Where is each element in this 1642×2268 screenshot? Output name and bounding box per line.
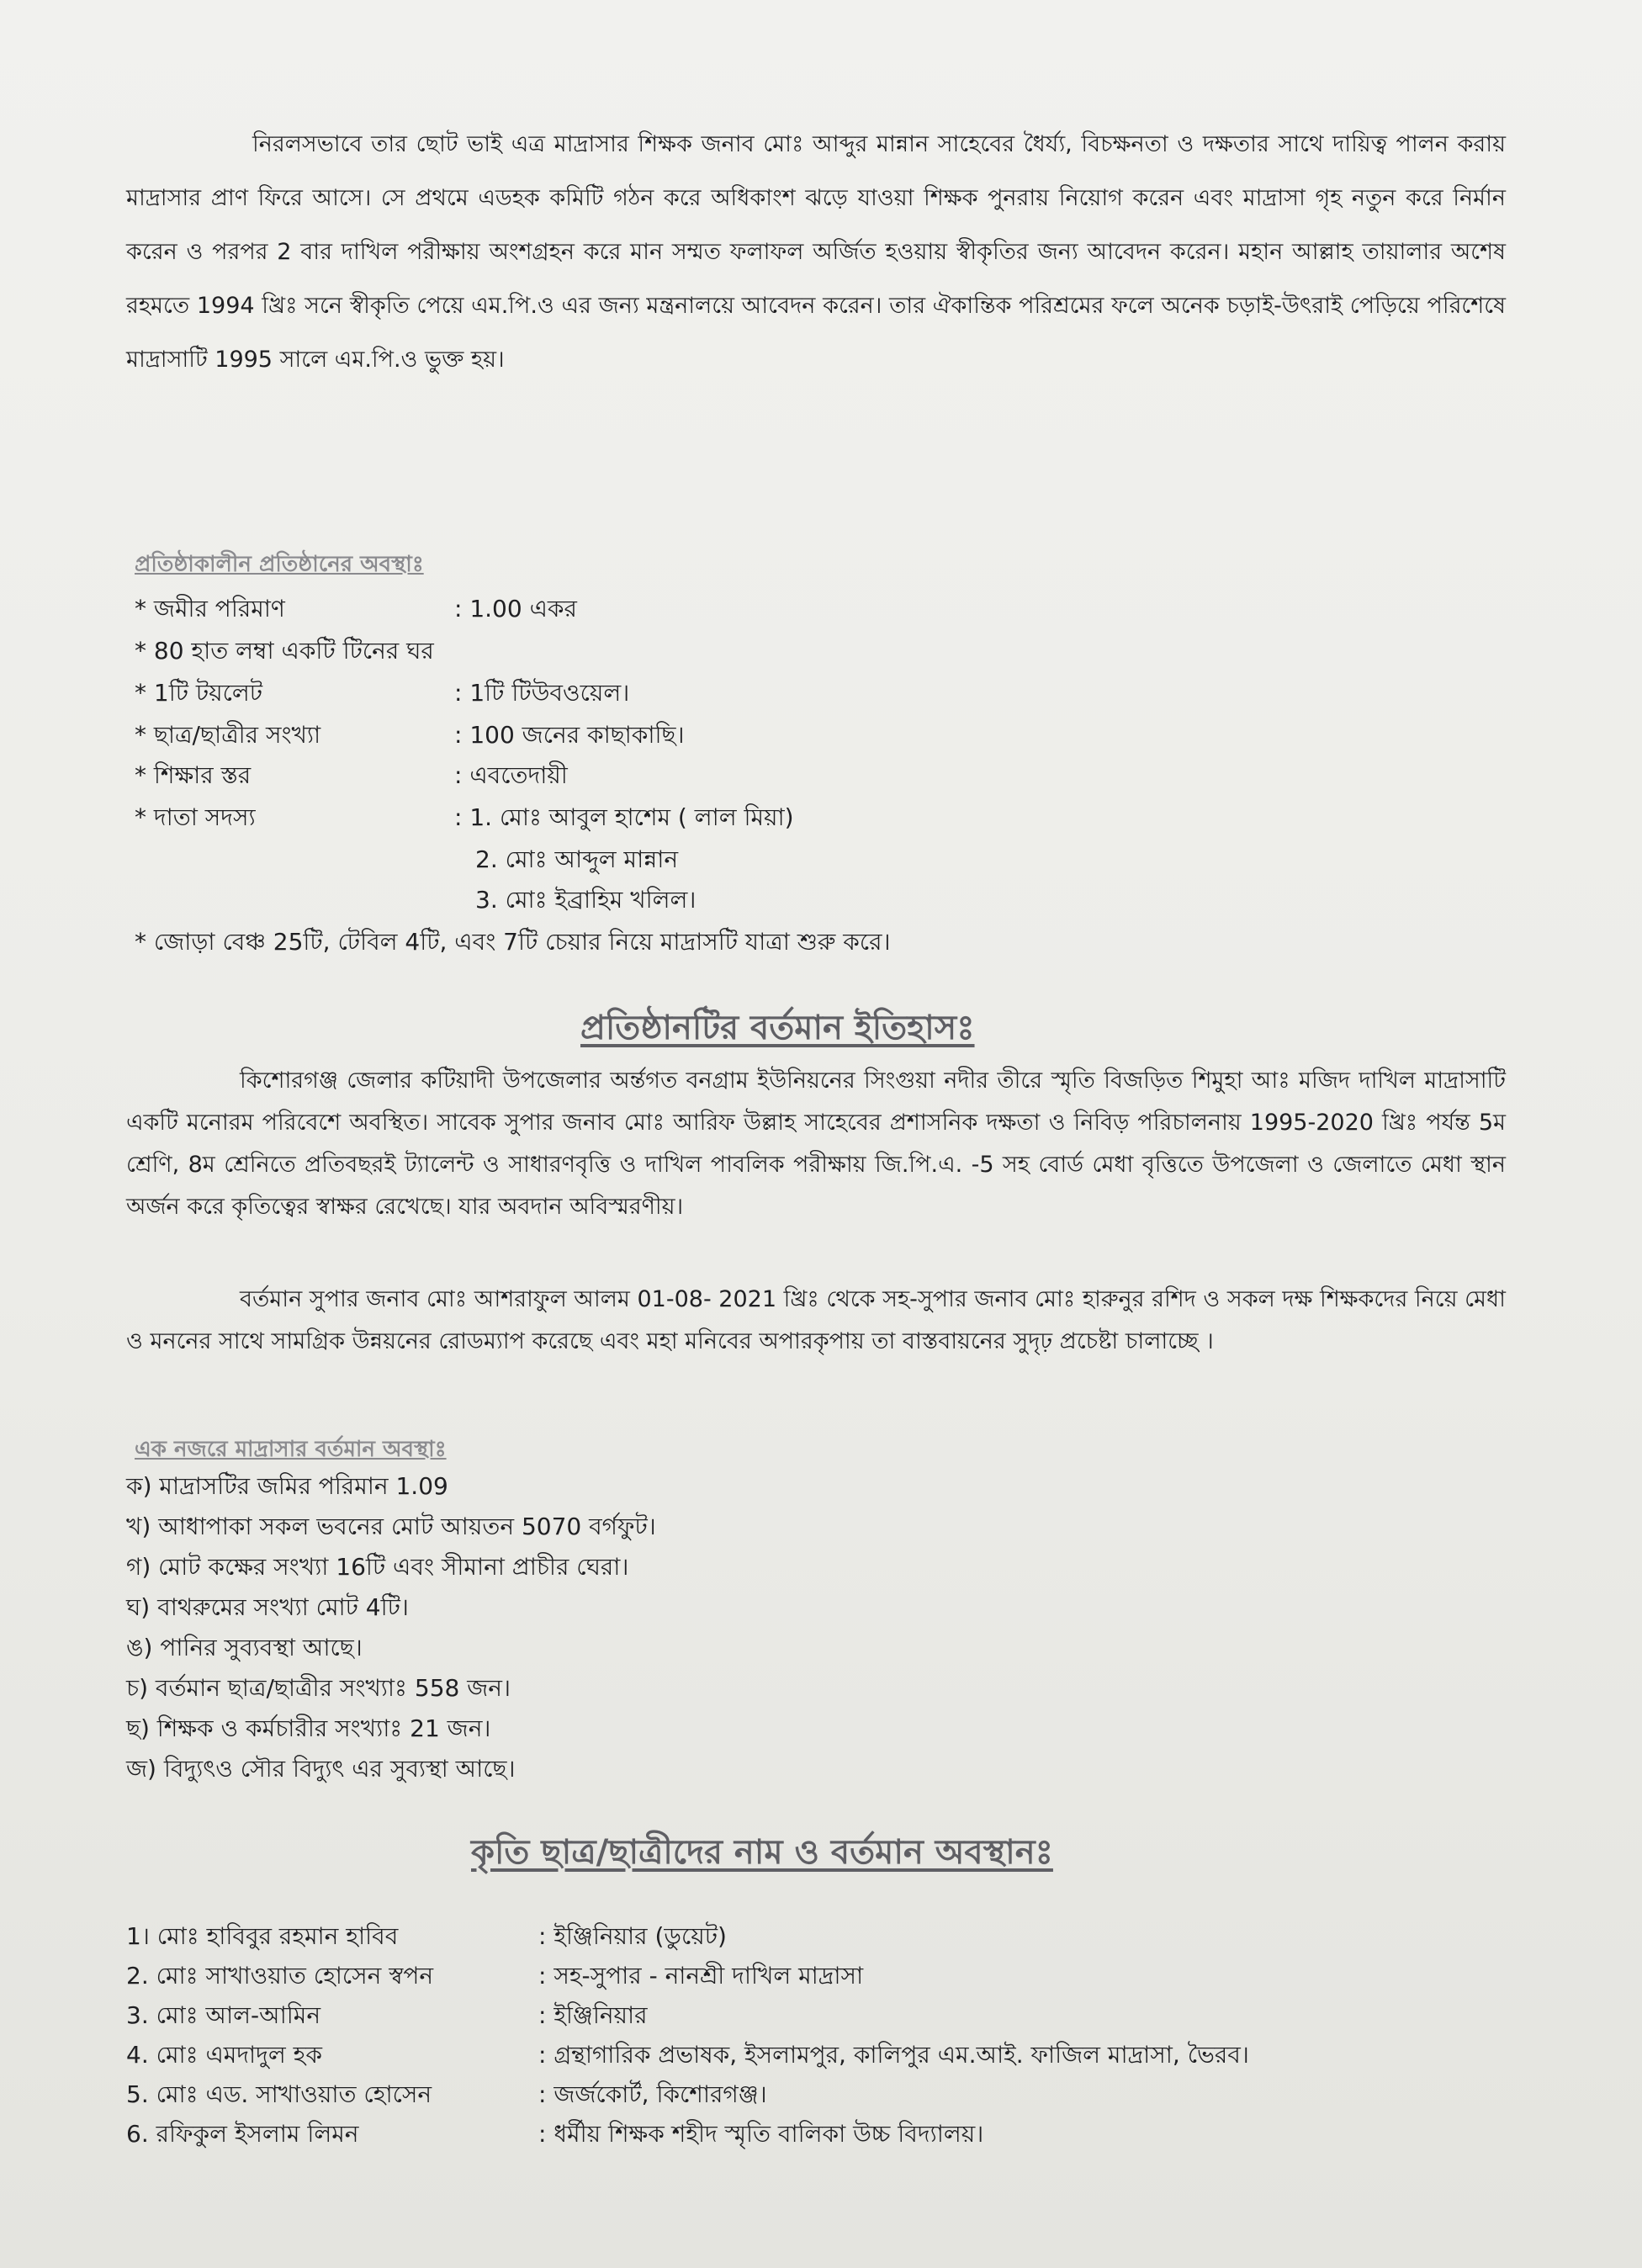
glance-heading: এক নজরে মাদ্রাসার বর্তমান অবস্থাঃ bbox=[135, 1437, 447, 1462]
history-heading: প্রতিষ্ঠানটির বর্তমান ইতিহাসঃ bbox=[580, 1009, 975, 1047]
glance-item: খ) আধাপাকা সকল ভবনের মোট আয়তন 5070 বর্গফুট। bbox=[126, 1513, 656, 1540]
alumni-name: 4. মোঃ এমদাদুল হক bbox=[126, 2041, 322, 2069]
alumni-status: : ইঞ্জিনিয়ার bbox=[538, 2001, 648, 2029]
glance-item: ঙ) পানির সুব্যবস্থা আছে। bbox=[126, 1634, 363, 1661]
alumni-status: : জর্জকোর্ট, কিশোরগঞ্জ। bbox=[538, 2080, 767, 2108]
alumni-name: 3. মোঃ আল-আমিন bbox=[126, 2001, 321, 2029]
history-paragraph-2: বর্তমান সুপার জনাব মোঃ আশরাফুল আলম 01-08- 2021 খ্রিঃ থেকে সহ-সুপার জনাব মোঃ হারুনুর রশিদ ও সকল দক্ষ শিক্ষকদের নিয়ে মেধা ও মননের সাথে সামগ্রিক উন্নয়নের রোডম্যাপ করেছে এবং মহা মনিবের অপারকৃপায় তা বাস্তবায়নের সুদৃঢ় প্রচেষ্টা চালাচ্ছে । bbox=[126, 1286, 1506, 1354]
alumni-heading: কৃতি ছাত্র/ছাত্রীদের নাম ও বর্তমান অবস্থানঃ bbox=[471, 1833, 1053, 1872]
glance-item: ক) মাদ্রাসটির জমির পরিমান 1.09 bbox=[126, 1472, 448, 1500]
glance-item: গ) মোট কক্ষের সংখ্যা 16টি এবং সীমানা প্রাচীর ঘেরা। bbox=[126, 1553, 629, 1581]
founding-heading: প্রতিষ্ঠাকালীন প্রতিষ্ঠানের অবস্থাঃ bbox=[135, 552, 424, 577]
founding-footer: * জোড়া বেঞ্চ 25টি, টেবিল 4টি, এবং 7টি চেয়ার নিয়ে মাদ্রাসটি যাত্রা শুরু করে। bbox=[135, 928, 891, 956]
alumni-name: 5. মোঃ এড. সাখাওয়াত হোসেন bbox=[126, 2080, 432, 2108]
alumni-name: 1। মোঃ হাবিবুর রহমান হাবিব bbox=[126, 1922, 399, 1950]
glance-item: জ) বিদ্যুৎও সৌর বিদ্যুৎ এর সুব্যস্থা আছে। bbox=[126, 1755, 516, 1783]
alumni-status: : সহ-সুপার - নানশ্রী দাখিল মাদ্রাসা bbox=[538, 1962, 864, 1990]
glance-item: ছ) শিক্ষক ও কর্মচারীর সংখ্যাঃ 21 জন। bbox=[126, 1714, 491, 1742]
alumni-name: 6. রফিকুল ইসলাম লিমন bbox=[126, 2120, 359, 2148]
scanned-page: নিরলসভাবে তার ছোট ভাই এত্র মাদ্রাসার শিক্ষক জনাব মোঃ আব্দুর মান্নান সাহেবের ধৈর্য্য, বিচক্ষনতা ও দক্ষতার সাথে দায়িত্ব পালন করায় মাদ্রাসার প্রাণ ফিরে আসে। সে প্রথমে এডহক কমিটি গঠন করে অধিকাংশ ঝড়ে যাওয়া শিক্ষক পুনরায় নিয়োগ করেন এবং মাদ্রাসা গৃহ নতুন করে নির্মান করেন ও পরপর 2 বার দাখিল পরীক্ষায় অংশগ্রহন করে মান সম্মত ফলাফল অর্জিত হওয়ায় স্বীকৃতির জন্য আবেদন করেন। মহান আল্লাহ তায়ালার অশেষ রহমতে 1994 খ্রিঃ সনে স্বীকৃতি পেয়ে এম.পি.ও এর জন্য মন্ত্রনালয়ে আবেদন করেন। তার ঐকান্তিক পরিশ্রমের ফলে অনেক চড়াই-উৎরাই পেড়িয়ে পরিশেষে মাদ্রাসাটি 1995 সালে এম.পি.ও ভুক্ত হয়। প্রতিষ্ঠাকালীন প্রতিষ্ঠানের অবস্থাঃ * জমীর পরিমাণ : 1.00 একর * 80 হাত লম্বা একটি টিনের ঘর * 1টি টয়লেট : 1টি টিউবওয়েল। * ছাত্র/ছাত্রীর সংখ্যা : 100 জনের কাছাকাছি। * শিক্ষার স্তর : এবতেদায়ী * দাতা সদস্য : 1. মোঃ আবুল হাশেম ( লাল মিয়া) 2. মোঃ আব্দুল মান্নান 3. মোঃ ইব্রাহিম খলিল। * জোড়া বেঞ্চ 25টি, টেবিল 4টি, এবং 7টি চেয়ার নিয়ে মাদ্রাসটি যাত্রা শুরু করে। প্রতিষ্ঠানটির বর্তমান ইতিহাসঃ কিশোরগঞ্জ জেলার কটিয়াদী উপজেলার অর্ন্তগত বনগ্রাম ইউনিয়নের সিংগুয়া নদীর তীরে স্মৃতি বিজড়িত শিমুহা আঃ মজিদ দাখিল মাদ্রাসাটি একটি মনোরম পরিবেশে অবস্থিত। সাবেক সুপার জনাব মোঃ আরিফ উল্লাহ সাহেবের প্রশাসনিক দক্ষতা ও নিবিড় পরিচালনায় 1995-2020 খ্রিঃ পর্যন্ত 5ম শ্রেণি, 8ম শ্রেনিতে প্রতিবছরই ট্যালেন্ট ও সাধারণবৃত্তি ও দাখিল পাবলিক পরীক্ষায় জি.পি.এ. -5 সহ বোর্ড মেধা বৃত্তিতে উপজেলা ও জেলাতে মেধা স্থান অর্জন করে কৃতিত্বের স্বাক্ষর রেখেছে। যার অবদান অবিস্মরণীয়। বর্তমান সুপার জনাব মোঃ আশরাফুল আলম 01-08- 2021 খ্রিঃ থেকে সহ-সুপার জনাব মোঃ হারুনুর রশিদ ও সকল দক্ষ শিক্ষকদের নিয়ে মেধা ও মননের সাথে সামগ্রিক উন্নয়নের রোডম্যাপ করেছে এবং মহা মনিবের অপারকৃপায় তা বাস্তবায়নের সুদৃঢ় প্রচেষ্টা চালাচ্ছে । এক নজরে মাদ্রাসার বর্তমান অবস্থাঃ ক) মাদ্রাসটির জমির পরিমান 1.09 খ) আধাপাকা সকল ভবনের মোট আয়তন 5070 বর্গফুট। গ) মোট কক্ষের সংখ্যা 16টি এবং সীমানা প্রাচীর ঘেরা। ঘ) বাথরুমের সংখ্যা মোট 4টি। ঙ) পানির সুব্যবস্থা আছে। চ) বর্তমান ছাত্র/ছাত্রীর সংখ্যাঃ 558 জন। ছ) শিক্ষক ও কর্মচারীর সংখ্যাঃ 21 জন। জ) বিদ্যুৎও সৌর বিদ্যুৎ এর সুব্যস্থা আছে। কৃতি ছাত্র/ছাত্রীদের নাম ও বর্তমান অবস্থানঃ 1। মোঃ হাবিবুর রহমান হাবিব : ইঞ্জিনিয়ার (ডুয়েট) 2. মোঃ সাখাওয়াত হোসেন স্বপন : সহ-সুপার - নানশ্রী দাখিল মাদ্রাসা 3. মোঃ আল-আমিন : ইঞ্জিনিয়ার 4. মোঃ এমদাদুল হক : গ্রন্থাগারিক প্রভাষক, ইসলামপুর, কালিপুর এম.আই. ফাজিল মাদ্রাসা, ভৈরব। 5. মোঃ এড. সাখাওয়াত হোসেন : জর্জকোর্ট, কিশোরগঞ্জ। 6. রফিকুল ইসলাম লিমন : ধর্মীয় শিক্ষক শহীদ স্মৃতি বালিকা উচ্চ বিদ্যালয়। bbox=[0, 0, 1642, 2268]
alumni-name: 2. মোঃ সাখাওয়াত হোসেন স্বপন bbox=[126, 1962, 434, 1990]
intro-paragraph: নিরলসভাবে তার ছোট ভাই এত্র মাদ্রাসার শিক্ষক জনাব মোঃ আব্দুর মান্নান সাহেবের ধৈর্য্য, বিচক্ষনতা ও দক্ষতার সাথে দায়িত্ব পালন করায় মাদ্রাসার প্রাণ ফিরে আসে। সে প্রথমে এডহক কমিটি গঠন করে অধিকাংশ ঝড়ে যাওয়া শিক্ষক পুনরায় নিয়োগ করেন এবং মাদ্রাসা গৃহ নতুন করে নির্মান করেন ও পরপর 2 বার দাখিল পরীক্ষায় অংশগ্রহন করে মান সম্মত ফলাফল অর্জিত হওয়ায় স্বীকৃতির জন্য আবেদন করেন। মহান আল্লাহ তায়ালার অশেষ রহমতে 1994 খ্রিঃ সনে স্বীকৃতি পেয়ে এম.পি.ও এর জন্য মন্ত্রনালয়ে আবেদন করেন। তার ঐকান্তিক পরিশ্রমের ফলে অনেক চড়াই-উৎরাই পেড়িয়ে পরিশেষে মাদ্রাসাটি 1995 সালে এম.পি.ও ভুক্ত হয়। bbox=[126, 131, 1506, 373]
alumni-status: : গ্রন্থাগারিক প্রভাষক, ইসলামপুর, কালিপুর এম.আই. ফাজিল মাদ্রাসা, ভৈরব। bbox=[538, 2041, 1249, 2069]
alumni-status: : ধর্মীয় শিক্ষক শহীদ স্মৃতি বালিকা উচ্চ বিদ্যালয়। bbox=[538, 2120, 984, 2148]
glance-item: ঘ) বাথরুমের সংখ্যা মোট 4টি। bbox=[126, 1593, 409, 1621]
alumni-status: : ইঞ্জিনিয়ার (ডুয়েট) bbox=[538, 1922, 727, 1950]
glance-item: চ) বর্তমান ছাত্র/ছাত্রীর সংখ্যাঃ 558 জন। bbox=[126, 1674, 511, 1702]
history-paragraph-1: কিশোরগঞ্জ জেলার কটিয়াদী উপজেলার অর্ন্তগত বনগ্রাম ইউনিয়নের সিংগুয়া নদীর তীরে স্মৃতি বিজড়িত শিমুহা আঃ মজিদ দাখিল মাদ্রাসাটি একটি মনোরম পরিবেশে অবস্থিত। সাবেক সুপার জনাব মোঃ আরিফ উল্লাহ সাহেবের প্রশাসনিক দক্ষতা ও নিবিড় পরিচালনায় 1995-2020 খ্রিঃ পর্যন্ত 5ম শ্রেণি, 8ম শ্রেনিতে প্রতিবছরই ট্যালেন্ট ও সাধারণবৃত্তি ও দাখিল পাবলিক পরীক্ষায় জি.পি.এ. -5 সহ বোর্ড মেধা বৃত্তিতে উপজেলা ও জেলাতে মেধা স্থান অর্জন করে কৃতিত্বের স্বাক্ষর রেখেছে। যার অবদান অবিস্মরণীয়। bbox=[126, 1068, 1506, 1220]
